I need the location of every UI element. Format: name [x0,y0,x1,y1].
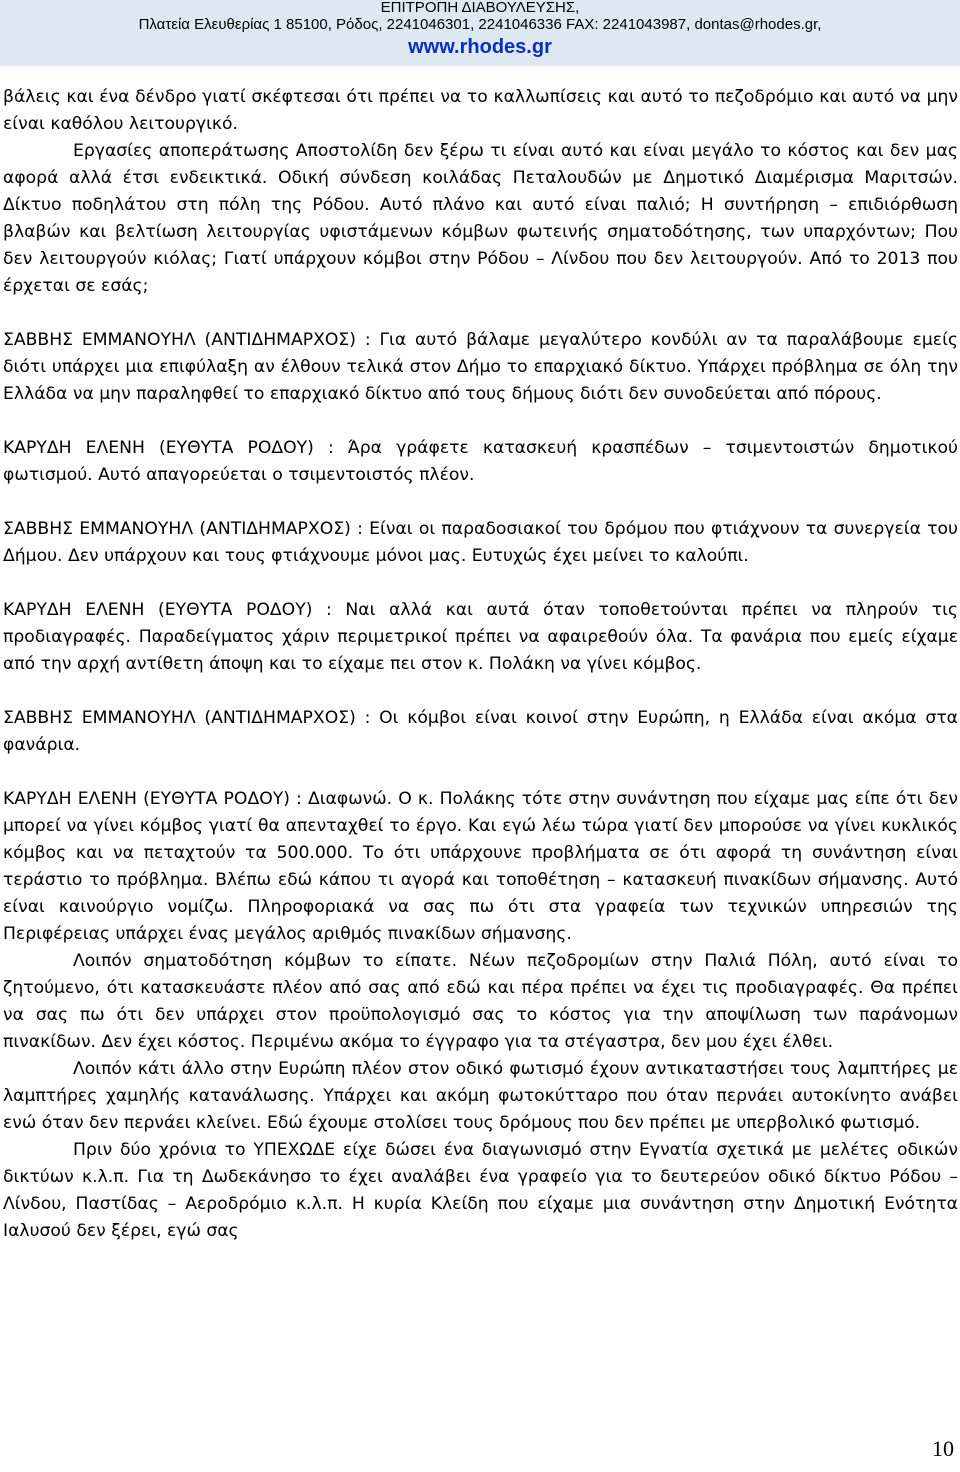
paragraph-3: ΣΑΒΒΗΣ ΕΜΜΑΝΟΥΗΛ (ΑΝΤΙΔΗΜΑΡΧΟΣ) : Για αυτό βάλαμε μεγαλύτερο κονδύλι αν τα παραλάβουμε εμείς διότι υπάρχει μια επιφύλαξη αν έλθουν τελικά στον Δήμο το επαρχιακό δίκτυο. Υπάρχει πρόβλημα σε όλη την Ελλάδα να μην παραληφθεί το επαρχιακό δίκτυο από τους δήμους διότι δεν συνοδεύεται από πόρους. [3,330,958,404]
paragraph-10 [3,1056,958,1137]
page-number: 10 [932,1436,954,1461]
paragraph-4: ΚΑΡΥΔΗ ΕΛΕΝΗ (ΕΥΘΥΤΑ ΡΟΔΟΥ) : Άρα γράφετε κατασκευή κρασπέδων – τσιμεντοιστών δημοτικού φωτισμού. Αυτό απαγορεύεται ο τσιμεντοιστός πλέον. [3,438,958,485]
page-header [0,0,960,66]
paragraph-2 [3,138,958,300]
document-body [3,84,958,1245]
paragraph-9 [3,948,958,1056]
paragraph-9-text: Λοιπόν σηματοδότηση κόμβων το είπατε. Νέων πεζοδρομίων στην Παλιά Πόλη, αυτό είναι το ζητούμενο, ότι κατασκευάστε πλέον από σας από εδώ και πέρα πρέπει να έχει τις προδιαγραφές. Θα πρέπει να σας πω ότι δεν υπάρχει στον προϋπολογισμό σας το κόστος για την αποψίλωση των παράνομων πινακίδων. Δεν έχει κόστος. Περιμένω ακόμα το έγγραφο για τα στέγαστρα, δεν μου έχει έλθει. [3,951,958,1052]
paragraph-10-text: Λοιπόν κάτι άλλο στην Ευρώπη πλέον στον οδικό φωτισμό έχουν αντικαταστήσει τους λαμπτήρες με λαμπτήρες χαμηλής κατανάλωσης. Υπάρχει και ακόμη φωτοκύτταρο που όταν περνάει αυτοκίνητο ανάβει ενώ όταν δεν περνάει κλείνει. Εδώ έχουμε στολίσει τους δρόμους που δεν πρέπει με υπερβολικό φωτισμό. [3,1059,958,1133]
header-address: Πλατεία Ελευθερίας 1 85100, Ρόδος, 2241046301, 2241046336 FAX: 2241043987, dontas@rhodes.gr, [138,16,822,33]
paragraph-6: ΚΑΡΥΔΗ ΕΛΕΝΗ (ΕΥΘΥΤΑ ΡΟΔΟΥ) : Ναι αλλά και αυτά όταν τοποθετούνται πρέπει να πληρούν τις προδιαγραφές. Παραδείγματος χάριν περιμετρικοί πρέπει να αφαιρεθούν όλα. Τα φανάρια που εμείς είχαμε από την αρχή αντίθετη άποψη και το είχαμε πει στον κ. Πολάκη να γίνει κόμβος. [3,600,958,674]
paragraph-2-text: Εργασίες αποπεράτωσης Αποστολίδη δεν ξέρω τι είναι αυτό και είναι μεγάλο το κόστος και δεν μας αφορά αλλά έτσι ενδεικτικά. Οδική σύνδεση κοιλάδας Πεταλουδών με Δημοτικό Διαμέρισμα Μαριτσών. Δίκτυο ποδηλάτου στη πόλη της Ρόδου. Αυτό πλάνο και αυτό είναι παλιό; Η συντήρηση – επιδιόρθωση βλαβών και βελτίωση λειτουργίας υφιστάμενων κόμβων φωτεινής σηματοδότησης, των υπαρχόντων; Που δεν λειτουργούν κιόλας; Γιατί υπάρχουν κόμβοι στην Ρόδου – Λίνδου που δεν λειτουργούν. Από το 2013 που έρχεται σε εσάς; [3,141,958,296]
paragraph-11 [3,1137,958,1245]
header-website-link[interactable]: www.rhodes.gr [408,36,552,58]
paragraph-1: βάλεις και ένα δένδρο γιατί σκέφτεσαι ότι πρέπει να το καλλωπίσεις και αυτό το πεζοδρόμιο και αυτό να μην είναι καθόλου λειτουργικό. [3,87,958,134]
paragraph-7: ΣΑΒΒΗΣ ΕΜΜΑΝΟΥΗΛ (ΑΝΤΙΔΗΜΑΡΧΟΣ) : Οι κόμβοι είναι κοινοί στην Ευρώπη, η Ελλάδα είναι ακόμα στα φανάρια. [3,708,958,755]
paragraph-8: ΚΑΡΥΔΗ ΕΛΕΝΗ (ΕΥΘΥΤΑ ΡΟΔΟΥ) : Διαφωνώ. Ο κ. Πολάκης τότε στην συνάντηση που είχαμε μας είπε ότι δεν μπορεί να γίνει κόμβος γιατί θα απενταχθεί το έργο. Και εγώ λέω τώρα γιατί δεν μπορούσε να γίνει κυκλικός κόμβος και να πεταχτούν τα 500.000. Το ότι υπάρχουνε προβλήματα σε ότι αφορά τη συνάντηση είναι τεράστιο το πρόβλημα. Βλέπω εδώ κάπου τι αγορά και τοποθέτηση – κατασκευή πινακίδων σήμανσης. Αυτό είναι καινούργιο νομίζω. Πληροφοριακά να σας πω ότι στα γραφεία των τεχνικών υπηρεσιών της Περιφέρειας υπάρχει ένας μεγάλος αριθμός πινακίδων σήμανσης. [3,789,958,944]
header-organization: ΕΠΙΤΡΟΠΗ ΔΙΑΒΟΥΛΕΥΣΗΣ, [380,0,580,16]
paragraph-11-text: Πριν δύο χρόνια το ΥΠΕΧΩΔΕ είχε δώσει ένα διαγωνισμό στην Εγνατία σχετικά με μελέτες οδικών δικτύων κ.λ.π. Για τη Δωδεκάνησο το έχει αναλάβει ένα γραφείο για το δευτερεύον οδικό δίκτυο Ρόδου – Λίνδου, Παστίδας – Αεροδρόμιο κ.λ.π. Η κυρία Κλείδη που είχαμε μια συνάντηση στην Δημοτική Ενότητα Ιαλυσού δεν ξέρει, εγώ σας [3,1140,958,1241]
paragraph-5: ΣΑΒΒΗΣ ΕΜΜΑΝΟΥΗΛ (ΑΝΤΙΔΗΜΑΡΧΟΣ) : Είναι οι παραδοσιακοί του δρόμου που φτιάχνουν τα συνεργεία του Δήμου. Δεν υπάρχουν και τους φτιάχνουμε μόνοι μας. Ευτυχώς έχει μείνει το καλούπι. [3,519,958,566]
